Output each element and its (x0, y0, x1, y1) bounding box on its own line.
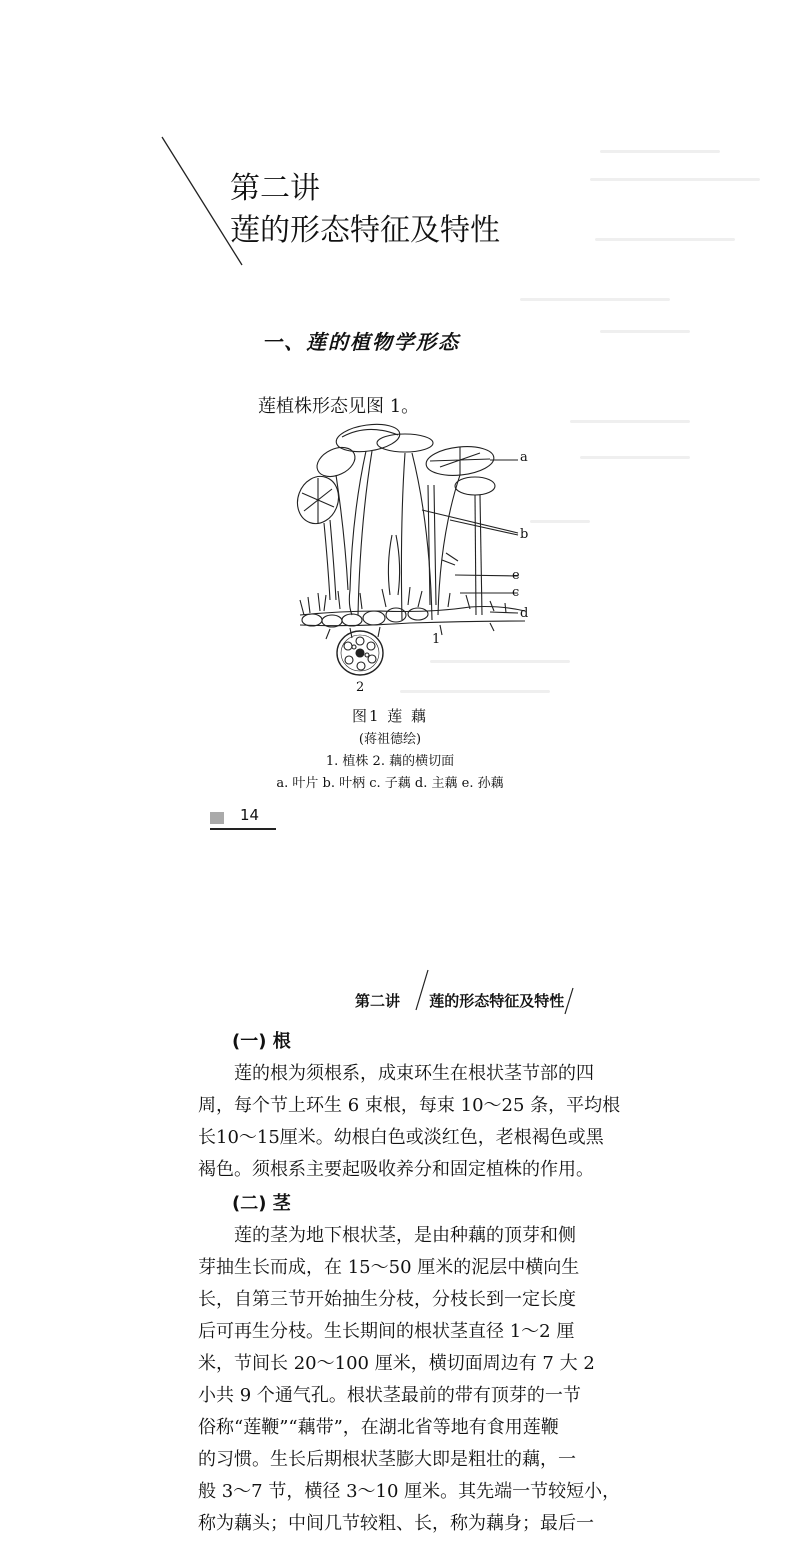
paragraph-line: 小共 9 个通气孔。根状茎最前的带有顶芽的一节 (198, 1385, 581, 1406)
lotus-plant-illustration (290, 415, 550, 700)
figure-caption-title: 图1 莲 藕 (351, 707, 429, 725)
paragraph-line: 莲的根为须根系，成束环生在根状茎节部的四 (198, 1063, 594, 1084)
running-header-slash-left (412, 968, 432, 1012)
paragraph-line: 莲的茎为地下根状茎，是由种藕的顶芽和侧 (198, 1225, 576, 1246)
running-header-title: 莲的形态特征及特性 (429, 992, 565, 1010)
paragraph-line: 后可再生分枝。生长期间的根状茎直径 1～2 厘 (198, 1321, 575, 1342)
section-heading: 一、莲的植物学形态 (262, 330, 460, 354)
paragraph-line: 米，节间长 20～100 厘米，横切面周边有 7 大 2 (198, 1353, 595, 1374)
intro-paragraph: 莲植株形态见图 1。 (258, 396, 420, 417)
figure-caption-credit: (蒋祖德绘) (358, 732, 422, 747)
paragraph-line: 的习惯。生长后期根状茎膨大即是粗壮的藕，一 (198, 1449, 576, 1470)
figure-caption-legend: a. 叶片 b. 叶柄 c. 子藕 d. 主藕 e. 孙藕 (276, 776, 504, 791)
root-heading: (一) 根 (232, 1031, 291, 1052)
page-number-tab (210, 812, 224, 824)
stem-heading: (二) 茎 (232, 1193, 291, 1214)
paragraph-line: 褐色。须根系主要起吸收养分和固定植株的作用。 (198, 1159, 594, 1180)
root-paragraph (198, 1058, 621, 1186)
figure-label-e: e (512, 568, 520, 583)
paragraph-line: 称为藕头；中间几节较粗、长，称为藕身；最后一 (198, 1513, 594, 1534)
running-header-slash-right (562, 986, 576, 1016)
page-number-footer (210, 806, 276, 828)
figure-label-c: c (512, 585, 520, 600)
running-header-chapter: 第二讲 (355, 992, 401, 1010)
figure-label-d: d (520, 606, 529, 621)
figure-label-2: 2 (356, 680, 365, 695)
chapter-name: 莲的形态特征及特性 (230, 213, 500, 248)
page-number: 14 (240, 806, 260, 824)
paragraph-line: 长，自第三节开始抽生分枝，分枝长到一定长度 (198, 1289, 576, 1310)
paragraph-line: 长10～15厘米。幼根白色或淡红色，老根褐色或黑 (198, 1127, 604, 1148)
figure-label-a: a (520, 450, 528, 465)
paragraph-line: 周，每个节上环生 6 束根，每束 10～25 条，平均根 (198, 1095, 621, 1116)
stem-paragraph (198, 1220, 621, 1540)
figure-label-1: 1 (432, 632, 441, 647)
page-number-rule (210, 828, 276, 830)
cross-section-illustration (337, 631, 383, 675)
chapter-title (230, 168, 500, 252)
paragraph-line: 俗称“莲鞭”“藕带”，在湖北省等地有食用莲鞭 (198, 1417, 559, 1438)
paragraph-line: 芽抽生长而成，在 15～50 厘米的泥层中横向生 (198, 1257, 580, 1278)
figure-label-b: b (520, 527, 529, 542)
figure-caption-subtitle: 1. 植株 2. 藕的横切面 (325, 754, 455, 769)
paragraph-line: 般 3～7 节，横径 3～10 厘米。其先端一节较短小， (198, 1481, 621, 1502)
chapter-number: 第二讲 (230, 171, 320, 206)
running-header (355, 990, 564, 1011)
